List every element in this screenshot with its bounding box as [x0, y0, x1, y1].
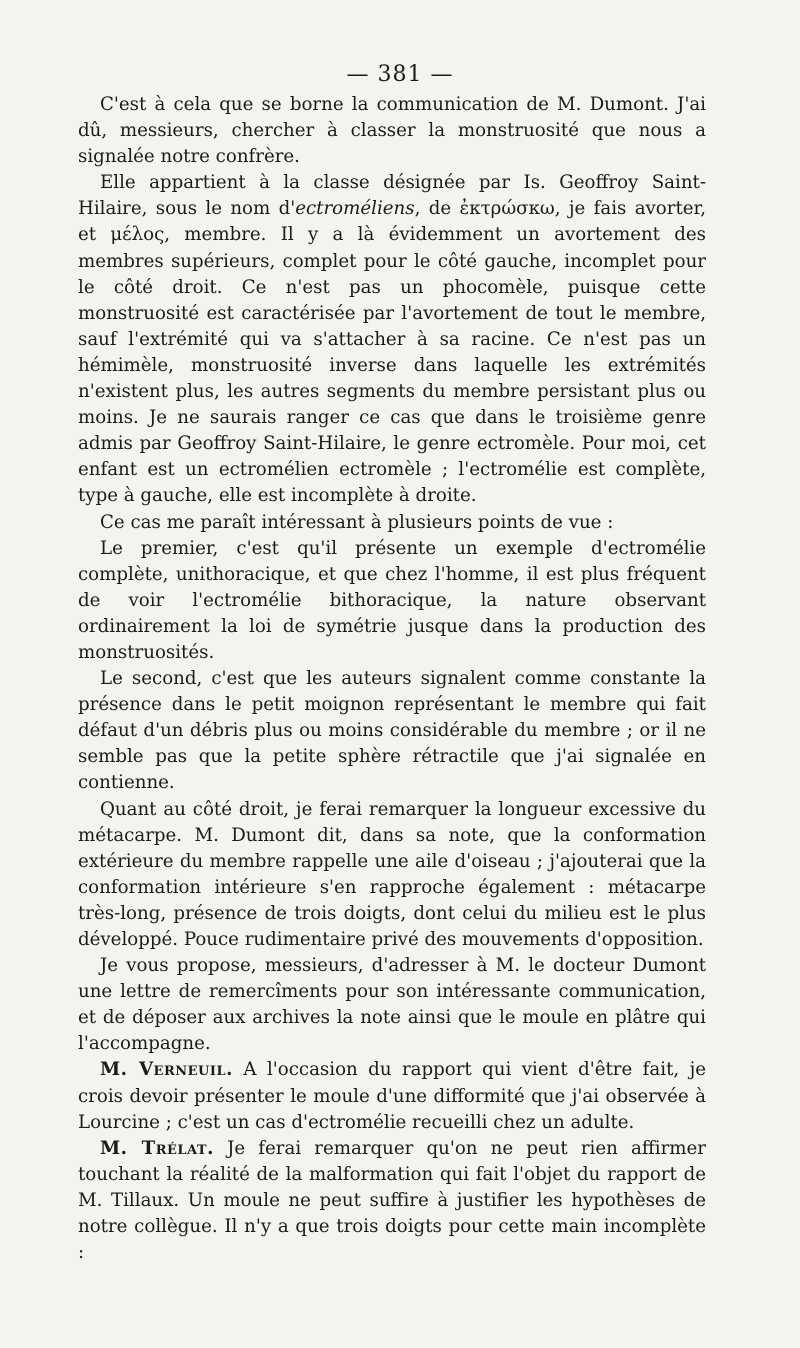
body-text — [78, 92, 706, 1266]
paragraph-1: C'est à cela que se borne la communication de M. Dumont. J'ai dû, messieurs, chercher à classer la monstruosité que nous a signalée notre confrère. — [78, 94, 706, 168]
paragraph-3: Ce cas me paraît intéressant à plusieurs points de vue : — [100, 511, 614, 533]
term-ectromeliens: ectroméliens — [295, 198, 415, 220]
speaker-verneuil: M. Verneuil. — [100, 1059, 233, 1081]
trelat-remark: Je ferai remarquer qu'on ne peut rien affirmer touchant la réalité de la malformation qui fait l'objet du rapport de M. Tillaux. Un moule ne peut suffire à justifier les hypothèses de notre collègue. Il n'y a que trois doigts pour cette main incomplète : — [78, 1137, 706, 1264]
paragraph-trelat — [78, 1136, 706, 1266]
paragraph-2-rest: , de ἐκτρώσκω, je fais avorter, et μέλος, membre. Il y a là évidemment un avortement des membres supérieurs, complet pour le côté gauche, incomplet pour le côté droit. Ce n'est pas un phocomèle, puisque cette monstruosité est caractérisée par l'avortement de tout le membre, sauf l'extrémité qui va s'attacher à sa racine. Ce n'est pas un hémimèle, monstruosité inverse dans laquelle les extrémités n'existent plus, les autres segments du membre persistant plus ou moins. Je ne saurais ranger ce cas que dans le troisième genre admis par Geoffroy Saint-Hilaire, le genre ectromèle. Pour moi, cet enfant est un ectromélien ectromèle ; l'ectromélie est complète, type à gauche, elle est incomplète à droite. — [78, 198, 707, 507]
paragraph-4: Le premier, c'est qu'il présente un exemple d'ectromélie complète, unithoracique, et que chez l'homme, il est plus fréquent de voir l'ectromélie bithoracique, la nature observant ordinairement la loi de symétrie jusque dans la production des monstruosités. — [78, 537, 706, 663]
page-number: — 381 — — [346, 62, 454, 87]
paragraph-6: Quant au côté droit, je ferai remarquer la longueur excessive du métacarpe. M. Dumont dit, dans sa note, que la conformation extérieure du membre rappelle une aile d'oiseau ; j'ajouterai que la conformation intérieure s'en rapproche également : métacarpe très-long, présence de trois doigts, dont celui du milieu est le plus développé. Pouce rudimentaire privé des mouvements d'opposition. — [78, 798, 706, 950]
paragraph-2-start: Elle appartient à la classe désignée par Is. Geoffroy Saint-Hilaire, sous le nom d' — [78, 172, 706, 220]
speaker-trelat: M. Trélat. — [100, 1137, 214, 1159]
verneuil-remark: A l'occasion du rapport qui vient d'être fait, je crois devoir présenter le moule d'une difformité que j'ai observée à Lourcine ; c'est un cas d'ectromélie recueilli chez un adulte. — [78, 1059, 706, 1133]
paragraph-2 — [78, 170, 706, 509]
paragraph-verneuil — [78, 1057, 706, 1135]
paragraph-5: Le second, c'est que les auteurs signalent comme constante la présence dans le petit moignon représentant le membre qui fait défaut d'un débris plus ou moins considérable du membre ; or il ne semble pas que la petite sphère rétractile que j'ai signalée en contienne. — [78, 668, 706, 794]
paragraph-7: Je vous propose, messieurs, d'adresser à M. le docteur Dumont une lettre de remercîments pour son intéressante communication, et de déposer aux archives la note ainsi que le moule en plâtre qui l'accompagne. — [78, 955, 706, 1055]
